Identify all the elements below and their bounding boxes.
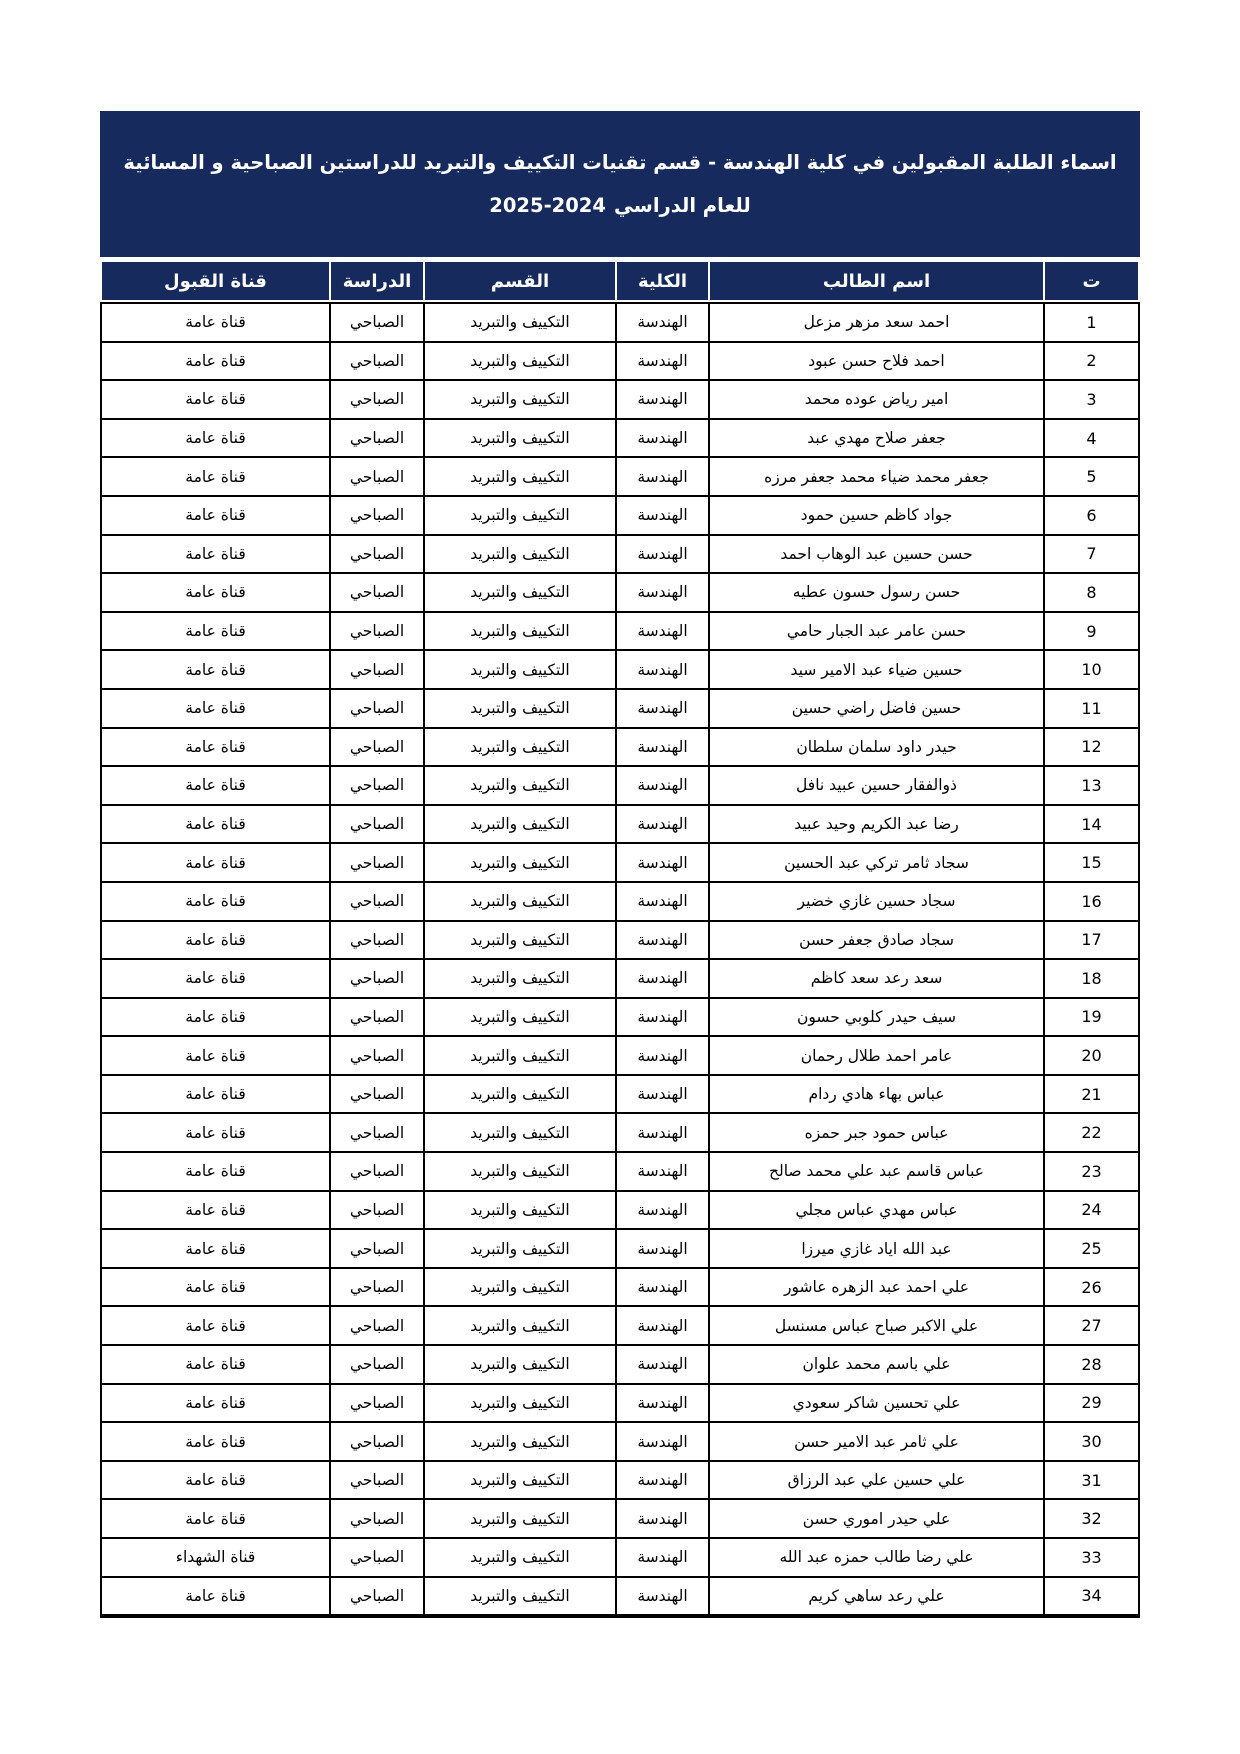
student-name-cell: احمد فلاح حسن عبود [710,343,1043,380]
department-cell: التكييف والتبريد [425,690,615,727]
college-cell: الهندسة [617,1423,708,1460]
department-cell: التكييف والتبريد [425,1037,615,1074]
department-cell: التكييف والتبريد [425,613,615,650]
student-name-cell: جواد كاظم حسين حمود [710,497,1043,534]
admission-channel-cell: قناة عامة [102,1192,329,1229]
study-cell: الصباحي [331,651,423,688]
college-cell: الهندسة [617,1192,708,1229]
student-name-cell: عباس حمود جبر حمزه [710,1114,1043,1151]
admission-channel-cell: قناة عامة [102,1153,329,1190]
study-cell: الصباحي [331,1037,423,1074]
college-cell: الهندسة [617,1269,708,1306]
study-cell: الصباحي [331,1539,423,1576]
department-cell: التكييف والتبريد [425,343,615,380]
admission-channel-cell: قناة عامة [102,420,329,457]
department-cell: التكييف والتبريد [425,806,615,843]
row-index-cell: 4 [1045,420,1138,457]
college-cell: الهندسة [617,960,708,997]
row-index-cell: 9 [1045,613,1138,650]
row-index-cell: 32 [1045,1500,1138,1537]
study-cell: الصباحي [331,1269,423,1306]
admission-channel-cell: قناة عامة [102,1269,329,1306]
row-index-cell: 30 [1045,1423,1138,1460]
student-name-cell: عبد الله اياد غازي ميرزا [710,1230,1043,1267]
admission-channel-cell: قناة عامة [102,1230,329,1267]
row-index-cell: 20 [1045,1037,1138,1074]
row-index-cell: 28 [1045,1346,1138,1383]
study-cell: الصباحي [331,381,423,418]
college-cell: الهندسة [617,690,708,727]
academic-year-value: 2025-2024 [489,193,606,217]
college-cell: الهندسة [617,1462,708,1499]
admission-channel-cell: قناة عامة [102,304,329,341]
college-cell: الهندسة [617,767,708,804]
study-cell: الصباحي [331,1346,423,1383]
department-cell: التكييف والتبريد [425,999,615,1036]
student-name-cell: عباس قاسم عبد علي محمد صالح [710,1153,1043,1190]
student-name-cell: جعفر محمد ضياء محمد جعفر مرزه [710,458,1043,495]
admission-channel-cell: قناة عامة [102,1114,329,1151]
row-index-cell: 24 [1045,1192,1138,1229]
department-cell: التكييف والتبريد [425,1114,615,1151]
department-cell: التكييف والتبريد [425,729,615,766]
college-cell: الهندسة [617,729,708,766]
row-index-cell: 33 [1045,1539,1138,1576]
admission-channel-cell: قناة عامة [102,1500,329,1537]
admission-channel-cell: قناة عامة [102,1423,329,1460]
study-cell: الصباحي [331,497,423,534]
study-cell: الصباحي [331,613,423,650]
admission-channel-cell: قناة عامة [102,806,329,843]
admission-channel-cell: قناة عامة [102,1385,329,1422]
department-cell: التكييف والتبريد [425,1153,615,1190]
college-cell: الهندسة [617,883,708,920]
row-index-cell: 7 [1045,536,1138,573]
college-cell: الهندسة [617,1307,708,1344]
admission-channel-cell: قناة عامة [102,960,329,997]
department-cell: التكييف والتبريد [425,1385,615,1422]
study-cell: الصباحي [331,1423,423,1460]
department-cell: التكييف والتبريد [425,304,615,341]
student-name-cell: سجاد صادق جعفر حسن [710,922,1043,959]
college-cell: الهندسة [617,806,708,843]
student-name-cell: عباس مهدي عباس مجلي [710,1192,1043,1229]
student-name-cell: علي حسين علي عبد الرزاق [710,1462,1043,1499]
college-cell: الهندسة [617,999,708,1036]
student-name-cell: حسين فاضل راضي حسين [710,690,1043,727]
row-index-cell: 25 [1045,1230,1138,1267]
study-cell: الصباحي [331,999,423,1036]
admission-channel-cell: قناة عامة [102,458,329,495]
study-cell: الصباحي [331,844,423,881]
department-cell: التكييف والتبريد [425,883,615,920]
row-index-cell: 5 [1045,458,1138,495]
admission-channel-cell: قناة عامة [102,497,329,534]
student-name-cell: عباس بهاء هادي ردام [710,1076,1043,1113]
admission-channel-cell: قناة عامة [102,999,329,1036]
row-index-cell: 15 [1045,844,1138,881]
row-index-cell: 3 [1045,381,1138,418]
student-name-cell: علي تحسين شاكر سعودي [710,1385,1043,1422]
study-cell: الصباحي [331,1385,423,1422]
header-cell-study: الدراسة [331,262,423,300]
row-index-cell: 2 [1045,343,1138,380]
student-name-cell: علي الاكبر صباح عباس مسنسل [710,1307,1043,1344]
study-cell: الصباحي [331,458,423,495]
admission-channel-cell: قناة عامة [102,613,329,650]
admission-channel-cell: قناة عامة [102,690,329,727]
study-cell: الصباحي [331,767,423,804]
department-cell: التكييف والتبريد [425,420,615,457]
college-cell: الهندسة [617,1500,708,1537]
admission-channel-cell: قناة عامة [102,1578,329,1615]
study-cell: الصباحي [331,1462,423,1499]
department-cell: التكييف والتبريد [425,1500,615,1537]
college-cell: الهندسة [617,1346,708,1383]
document-title-line-1: اسماء الطلبة المقبولين في كلية الهندسة - قسم تقنيات التكييف والتبريد للدراستين الصباحية و المسائية [123,151,1117,175]
study-cell: الصباحي [331,883,423,920]
department-cell: التكييف والتبريد [425,1462,615,1499]
study-cell: الصباحي [331,536,423,573]
department-cell: التكييف والتبريد [425,1423,615,1460]
study-cell: الصباحي [331,1578,423,1615]
college-cell: الهندسة [617,458,708,495]
student-name-cell: عامر احمد طلال رحمان [710,1037,1043,1074]
admission-channel-cell: قناة الشهداء [102,1539,329,1576]
row-index-cell: 17 [1045,922,1138,959]
student-name-cell: حسن رسول حسون عطيه [710,574,1043,611]
student-name-cell: حسن عامر عبد الجبار حامي [710,613,1043,650]
admission-channel-cell: قناة عامة [102,651,329,688]
college-cell: الهندسة [617,613,708,650]
row-index-cell: 1 [1045,304,1138,341]
row-index-cell: 22 [1045,1114,1138,1151]
college-cell: الهندسة [617,381,708,418]
row-index-cell: 18 [1045,960,1138,997]
row-index-cell: 27 [1045,1307,1138,1344]
document-title-block [100,111,1140,257]
college-cell: الهندسة [617,922,708,959]
admission-channel-cell: قناة عامة [102,343,329,380]
student-name-cell: امير رياض عوده محمد [710,381,1043,418]
row-index-cell: 6 [1045,497,1138,534]
student-name-cell: سجاد حسين غازي خضير [710,883,1043,920]
college-cell: الهندسة [617,420,708,457]
college-cell: الهندسة [617,1114,708,1151]
department-cell: التكييف والتبريد [425,458,615,495]
admission-channel-cell: قناة عامة [102,883,329,920]
department-cell: التكييف والتبريد [425,1539,615,1576]
department-cell: التكييف والتبريد [425,844,615,881]
student-name-cell: رضا عبد الكريم وحيد عبيد [710,806,1043,843]
department-cell: التكييف والتبريد [425,574,615,611]
department-cell: التكييف والتبريد [425,960,615,997]
college-cell: الهندسة [617,1578,708,1615]
study-cell: الصباحي [331,806,423,843]
study-cell: الصباحي [331,690,423,727]
admission-list-document [100,111,1140,1618]
student-name-cell: سعد رعد سعد كاظم [710,960,1043,997]
study-cell: الصباحي [331,1153,423,1190]
admission-channel-cell: قناة عامة [102,767,329,804]
department-cell: التكييف والتبريد [425,1230,615,1267]
college-cell: الهندسة [617,536,708,573]
student-name-cell: ذوالفقار حسين عبيد نافل [710,767,1043,804]
admission-channel-cell: قناة عامة [102,1076,329,1113]
row-index-cell: 13 [1045,767,1138,804]
study-cell: الصباحي [331,1230,423,1267]
header-cell-department: القسم [425,262,615,300]
college-cell: الهندسة [617,304,708,341]
department-cell: التكييف والتبريد [425,1346,615,1383]
student-name-cell: جعفر صلاح مهدي عبد [710,420,1043,457]
student-name-cell: علي حيدر اموري حسن [710,1500,1043,1537]
row-index-cell: 12 [1045,729,1138,766]
department-cell: التكييف والتبريد [425,922,615,959]
student-name-cell: حيدر داود سلمان سلطان [710,729,1043,766]
row-index-cell: 14 [1045,806,1138,843]
row-index-cell: 31 [1045,1462,1138,1499]
row-index-cell: 21 [1045,1076,1138,1113]
student-name-cell: علي رعد ساهي كريم [710,1578,1043,1615]
row-index-cell: 11 [1045,690,1138,727]
study-cell: الصباحي [331,1114,423,1151]
department-cell: التكييف والتبريد [425,767,615,804]
department-cell: التكييف والتبريد [425,1307,615,1344]
document-title-line-2 [489,194,750,217]
department-cell: التكييف والتبريد [425,1192,615,1229]
header-cell-admission-channel: قناة القبول [102,262,329,300]
student-name-cell: احمد سعد مزهر مزعل [710,304,1043,341]
table-header-row [100,260,1140,302]
college-cell: الهندسة [617,1539,708,1576]
department-cell: التكييف والتبريد [425,1578,615,1615]
admission-channel-cell: قناة عامة [102,1037,329,1074]
study-cell: الصباحي [331,574,423,611]
department-cell: التكييف والتبريد [425,536,615,573]
admission-channel-cell: قناة عامة [102,574,329,611]
row-index-cell: 16 [1045,883,1138,920]
college-cell: الهندسة [617,1153,708,1190]
admission-channel-cell: قناة عامة [102,1346,329,1383]
student-name-cell: علي باسم محمد علوان [710,1346,1043,1383]
study-cell: الصباحي [331,922,423,959]
college-cell: الهندسة [617,343,708,380]
academic-year-label: للعام الدراسي [613,193,751,217]
college-cell: الهندسة [617,497,708,534]
college-cell: الهندسة [617,1037,708,1074]
row-index-cell: 10 [1045,651,1138,688]
study-cell: الصباحي [331,343,423,380]
row-index-cell: 23 [1045,1153,1138,1190]
department-cell: التكييف والتبريد [425,497,615,534]
college-cell: الهندسة [617,574,708,611]
department-cell: التكييف والتبريد [425,381,615,418]
row-index-cell: 29 [1045,1385,1138,1422]
student-name-cell: حسين ضياء عبد الامير سيد [710,651,1043,688]
college-cell: الهندسة [617,1385,708,1422]
header-cell-college: الكلية [617,262,708,300]
row-index-cell: 19 [1045,999,1138,1036]
admission-channel-cell: قناة عامة [102,381,329,418]
student-name-cell: علي ثامر عبد الامير حسن [710,1423,1043,1460]
student-name-cell: علي رضا طالب حمزه عبد الله [710,1539,1043,1576]
admission-channel-cell: قناة عامة [102,536,329,573]
department-cell: التكييف والتبريد [425,651,615,688]
college-cell: الهندسة [617,651,708,688]
admission-channel-cell: قناة عامة [102,729,329,766]
admission-channel-cell: قناة عامة [102,1307,329,1344]
row-index-cell: 8 [1045,574,1138,611]
study-cell: الصباحي [331,1192,423,1229]
table-body [100,302,1140,1618]
student-name-cell: حسن حسين عبد الوهاب احمد [710,536,1043,573]
study-cell: الصباحي [331,1076,423,1113]
row-index-cell: 34 [1045,1578,1138,1615]
admission-channel-cell: قناة عامة [102,1462,329,1499]
admission-channel-cell: قناة عامة [102,922,329,959]
college-cell: الهندسة [617,1076,708,1113]
study-cell: الصباحي [331,420,423,457]
student-name-cell: سيف حيدر كلوبي حسون [710,999,1043,1036]
department-cell: التكييف والتبريد [425,1269,615,1306]
study-cell: الصباحي [331,729,423,766]
study-cell: الصباحي [331,960,423,997]
study-cell: الصباحي [331,304,423,341]
department-cell: التكييف والتبريد [425,1076,615,1113]
college-cell: الهندسة [617,844,708,881]
student-name-cell: سجاد ثامر تركي عبد الحسين [710,844,1043,881]
header-cell-index: ت [1045,262,1138,300]
study-cell: الصباحي [331,1500,423,1537]
admission-channel-cell: قناة عامة [102,844,329,881]
college-cell: الهندسة [617,1230,708,1267]
student-name-cell: علي احمد عبد الزهره عاشور [710,1269,1043,1306]
row-index-cell: 26 [1045,1269,1138,1306]
header-cell-student-name: اسم الطالب [710,262,1043,300]
study-cell: الصباحي [331,1307,423,1344]
